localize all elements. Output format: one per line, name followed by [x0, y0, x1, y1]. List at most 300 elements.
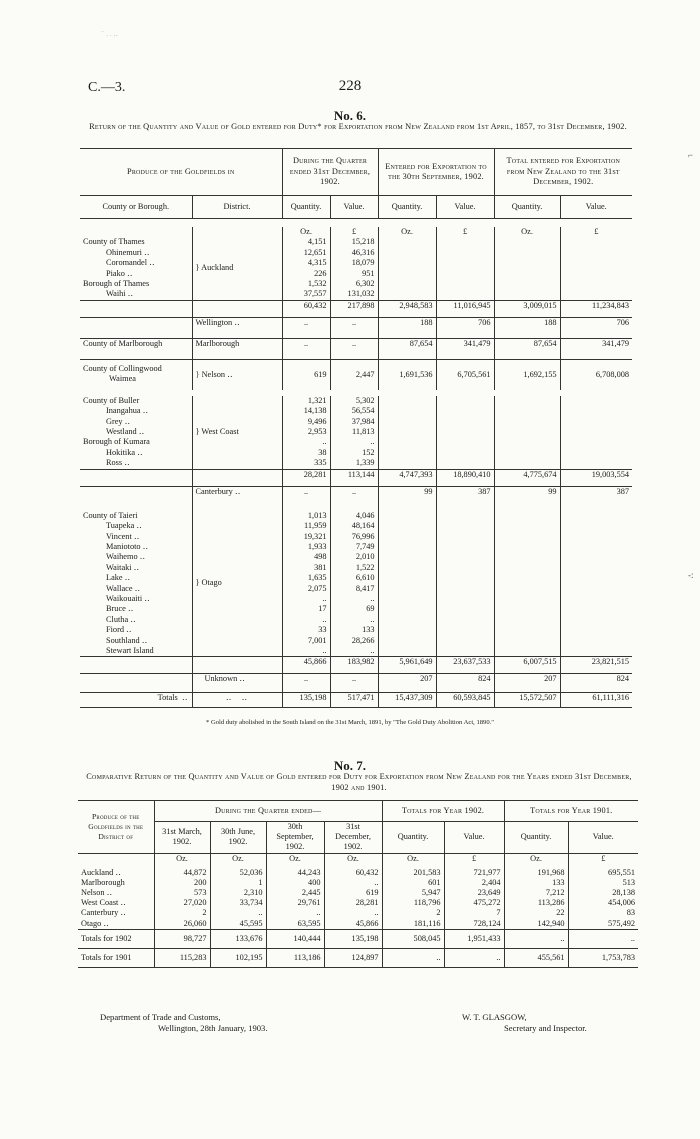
totals-label: Totals for 1902	[81, 933, 132, 943]
table7-title: Comparative Return of the Quantity and Value of Gold entered for Duty for Exportation from New Zealand for the Years ended 31st December, 1902 and 1901.	[86, 772, 632, 792]
table7-row	[78, 868, 638, 878]
quarter-quantity: 381	[282, 563, 330, 573]
entered-quantity: 87,654	[378, 338, 436, 359]
quarter-value: 11,813	[330, 427, 378, 437]
quarter-value: 46,316	[330, 248, 378, 258]
empty-cell	[378, 427, 436, 437]
district-name: } West Coast	[192, 396, 282, 469]
cell-value: 44,243	[266, 868, 324, 878]
empty-cell	[494, 237, 560, 247]
t7-head-value: Value.	[568, 822, 638, 854]
entered-value: 824	[436, 674, 494, 693]
empty-cell	[436, 448, 494, 458]
table7-number: No. 7.	[333, 758, 367, 773]
totals-quantity: 135,198	[282, 693, 330, 708]
t6-head-county: County or Borough.	[102, 201, 170, 211]
cell-value: 133	[504, 878, 568, 888]
total-quantity: 6,007,515	[494, 657, 560, 674]
empty-cell	[436, 417, 494, 427]
empty-cell	[494, 396, 560, 406]
quarter-quantity: 1,013	[282, 511, 330, 521]
entered-quantity: 188	[378, 317, 436, 338]
empty-cell	[378, 511, 436, 521]
quarter-quantity: 37,557	[282, 289, 330, 300]
quarter-quantity: 17	[282, 604, 330, 614]
empty-cell	[378, 552, 436, 562]
cell-value: 573	[154, 888, 210, 898]
quarter-value: 951	[330, 269, 378, 279]
t7-head-y1901: Totals for Year 1901.	[504, 801, 638, 822]
group-row	[80, 269, 632, 279]
quarter-value: 18,079	[330, 258, 378, 268]
table7-row	[78, 878, 638, 888]
quarter-quantity: 11,959	[282, 521, 330, 531]
quarter-value: 5,302	[330, 396, 378, 406]
cell-value: 28,281	[324, 898, 382, 908]
cell-value: 728,124	[444, 919, 504, 930]
table7-row	[78, 888, 638, 898]
table7-totals	[78, 929, 638, 967]
t7-head-quantity: Quantity.	[504, 822, 568, 854]
cell-value: ..	[504, 929, 568, 948]
empty-cell	[436, 636, 494, 646]
empty-cell	[560, 458, 632, 469]
empty-cell	[436, 396, 494, 406]
quarter-value: 15,218	[330, 237, 378, 247]
county-name: Waikouaiti ‥	[106, 593, 150, 603]
cell-value: 2	[382, 908, 444, 918]
unit-pound: £	[560, 227, 632, 237]
unit-oz: Oz.	[378, 227, 436, 237]
entered-value: 387	[436, 486, 494, 511]
quarter-value: 2,447	[330, 359, 378, 390]
empty-cell	[560, 552, 632, 562]
quarter-value: 76,996	[330, 532, 378, 542]
county-name: Waitaki ‥	[106, 562, 140, 572]
t6-head-total: Total entered for Exportation from New Zealand to the 31st December, 1902.	[494, 149, 632, 196]
county-name: Hokitika ‥	[106, 447, 143, 457]
empty-cell	[436, 289, 494, 300]
group-row	[80, 521, 632, 531]
empty-cell	[436, 573, 494, 583]
group-row	[80, 406, 632, 416]
cell-value: 2,310	[210, 888, 266, 898]
cell-value: 22	[504, 908, 568, 918]
empty-cell	[378, 625, 436, 635]
empty-cell	[494, 615, 560, 625]
empty-cell	[560, 594, 632, 604]
quarter-quantity: 9,496	[282, 417, 330, 427]
cell-value: 45,866	[324, 919, 382, 930]
quarter-quantity: 498	[282, 552, 330, 562]
empty-cell	[494, 279, 560, 289]
group-row	[80, 563, 632, 573]
county-name: Ohinemuri ‥	[106, 247, 150, 257]
total-value: 19,003,554	[560, 469, 632, 486]
quarter-value: 28,266	[330, 636, 378, 646]
empty-cell	[436, 458, 494, 469]
quarter-quantity: 1,635	[282, 573, 330, 583]
total-value: 341,479	[560, 338, 632, 359]
t7-head-q3: 30th September, 1902.	[266, 822, 324, 854]
empty-cell	[378, 573, 436, 583]
empty-cell	[560, 573, 632, 583]
subtotal-quantity: 45,866	[282, 657, 330, 674]
inspector-signature	[462, 1012, 587, 1034]
quarter-quantity: 335	[282, 458, 330, 469]
cell-value: 113,286	[504, 898, 568, 908]
quarter-quantity: ..	[282, 615, 330, 625]
t6-head-quantity: Quantity.	[494, 196, 560, 219]
quarter-value: ..	[330, 615, 378, 625]
t6-head-quantity: Quantity.	[378, 196, 436, 219]
empty-cell	[560, 237, 632, 247]
cell-value: 2,445	[266, 888, 324, 898]
group-row	[80, 552, 632, 562]
signatory-title: Secretary and Inspector.	[504, 1023, 587, 1033]
county-name: Fiord ‥	[106, 625, 132, 635]
group-row	[80, 604, 632, 614]
quarter-quantity: 1,933	[282, 542, 330, 552]
empty-cell	[436, 427, 494, 437]
empty-cell	[378, 636, 436, 646]
group-row	[80, 448, 632, 458]
margin-mark: -:	[688, 570, 694, 580]
quarter-quantity: 19,321	[282, 532, 330, 542]
county-name: County of Buller	[83, 395, 140, 405]
empty-cell	[560, 532, 632, 542]
county-name: Ross ‥	[106, 458, 130, 468]
unit-pound: £	[436, 227, 494, 237]
county-waimea: Waimea	[109, 374, 136, 384]
entered-quantity: 1,691,536	[378, 359, 436, 390]
cell-value: 508,045	[382, 929, 444, 948]
county-name: Borough of Thames	[83, 279, 150, 289]
t7-head-q2: 30th June, 1902.	[210, 822, 266, 854]
entered-value: 18,890,410	[436, 469, 494, 486]
empty-cell	[560, 615, 632, 625]
cell-value: 113,186	[266, 948, 324, 967]
otago-group	[80, 511, 632, 657]
entered-quantity: 5,961,649	[378, 657, 436, 674]
cell-value: 601	[382, 878, 444, 888]
cell-value: ..	[444, 948, 504, 967]
cell-value: 619	[324, 888, 382, 898]
totals-label: Totals ‥	[157, 693, 189, 703]
page-smudge: ˙˙ . . ‥	[100, 30, 119, 38]
empty-cell	[494, 573, 560, 583]
cell-value: 475,272	[444, 898, 504, 908]
quarter-value: 1,339	[330, 458, 378, 469]
entered-quantity: 99	[378, 486, 436, 511]
quarter-quantity: 4,151	[282, 237, 330, 247]
cell-value: 98,727	[154, 929, 210, 948]
empty-cell	[436, 594, 494, 604]
quarter-quantity: 226	[282, 269, 330, 279]
empty-cell	[436, 511, 494, 521]
cell-value: 575,492	[568, 919, 638, 930]
total-value: 387	[560, 486, 632, 511]
total-quantity: 188	[494, 317, 560, 338]
unit-label: Oz.	[266, 853, 324, 868]
subtotal-value: 113,144	[330, 469, 378, 486]
empty-cell	[494, 594, 560, 604]
district-name: Nelson ‥	[81, 888, 113, 898]
total-quantity: 207	[494, 674, 560, 693]
section-reference: C.—3.	[88, 80, 126, 95]
empty-cell	[560, 511, 632, 521]
table7-totals-row	[78, 929, 638, 948]
cell-value: 200	[154, 878, 210, 888]
department-signature	[100, 1012, 268, 1034]
quarter-value: 48,164	[330, 521, 378, 531]
cell-value: 29,761	[266, 898, 324, 908]
county-name: Piako ‥	[106, 268, 133, 278]
empty-cell	[378, 406, 436, 416]
cell-value: 7,212	[504, 888, 568, 898]
empty-cell	[560, 289, 632, 300]
auckland-group	[80, 237, 632, 300]
department: Department of Trade and Customs,	[100, 1012, 221, 1022]
cell-value: 83	[568, 908, 638, 918]
unit-oz: Oz.	[282, 227, 330, 237]
empty-cell	[494, 269, 560, 279]
district-nelson: } Nelson ‥	[192, 359, 282, 390]
cell-value: 45,595	[210, 919, 266, 930]
empty-cell	[378, 248, 436, 258]
t7-head-q4: 31st December, 1902.	[324, 822, 382, 854]
cell-value: 1	[210, 878, 266, 888]
empty-cell	[560, 427, 632, 437]
t6-head-value: Value.	[560, 196, 632, 219]
group-row	[80, 458, 632, 469]
cell-value: 124,897	[324, 948, 382, 967]
empty-cell	[378, 646, 436, 657]
cell-value: 513	[568, 878, 638, 888]
entered-value: 341,479	[436, 338, 494, 359]
group-row	[80, 511, 632, 521]
empty-cell	[436, 646, 494, 657]
quarter-value: ..	[330, 437, 378, 447]
total-quantity: 4,775,674	[494, 469, 560, 486]
total-quantity: 1,692,155	[494, 359, 560, 390]
table7	[78, 800, 638, 968]
group-row	[80, 625, 632, 635]
empty-cell	[436, 604, 494, 614]
quarter-value: 6,302	[330, 279, 378, 289]
total-quantity: 87,654	[494, 338, 560, 359]
group-row	[80, 417, 632, 427]
empty-cell	[494, 552, 560, 562]
empty-cell	[560, 248, 632, 258]
total-value: 706	[560, 317, 632, 338]
empty-cell	[378, 532, 436, 542]
cell-value: 52,036	[210, 868, 266, 878]
cell-value: 5,947	[382, 888, 444, 898]
unit-label: £	[568, 853, 638, 868]
empty-cell	[560, 563, 632, 573]
empty-cell	[560, 437, 632, 447]
westcoast-group	[80, 396, 632, 469]
district-name: } Otago	[192, 511, 282, 657]
empty-cell	[560, 604, 632, 614]
empty-cell	[378, 258, 436, 268]
county-name: Tuapeka ‥	[106, 521, 142, 531]
totals-entered-quantity: 15,437,309	[378, 693, 436, 708]
empty-cell	[436, 532, 494, 542]
district-marlborough: Marlborough	[192, 338, 282, 359]
quarter-value: ..	[330, 646, 378, 657]
quarter-value: 8,417	[330, 584, 378, 594]
district-name: Auckland ‥	[81, 867, 121, 877]
cell-value: ..	[568, 929, 638, 948]
t6-head-quantity: Quantity.	[282, 196, 330, 219]
county-name: Stewart Island	[106, 645, 154, 655]
total-quantity: 3,009,015	[494, 300, 560, 317]
totals-label: Totals for 1901	[81, 952, 132, 962]
empty-cell	[494, 604, 560, 614]
county-name: Grey ‥	[106, 416, 131, 426]
group-row	[80, 258, 632, 268]
t6-head-produce: Produce of the Goldfields in	[127, 166, 235, 176]
county-name: Westland ‥	[106, 427, 145, 437]
quarter-quantity: 14,138	[282, 406, 330, 416]
empty-cell	[560, 646, 632, 657]
empty-cell	[436, 521, 494, 531]
empty-cell	[436, 406, 494, 416]
county-name: Bruce ‥	[106, 604, 134, 614]
group-row	[80, 427, 632, 437]
quarter-quantity: 619	[282, 359, 330, 390]
cell-value: 1,951,433	[444, 929, 504, 948]
quarter-value: ..	[330, 594, 378, 604]
quarter-value: 2,010	[330, 552, 378, 562]
t7-head-value: Value.	[444, 822, 504, 854]
district-name: Canterbury ‥	[81, 908, 126, 918]
empty-cell	[436, 279, 494, 289]
empty-cell	[436, 584, 494, 594]
county-name: County of Thames	[83, 237, 145, 247]
cell-value: 1,753,783	[568, 948, 638, 967]
table6-number: No. 6.	[333, 108, 367, 123]
empty-cell	[560, 521, 632, 531]
empty-cell	[560, 542, 632, 552]
empty-cell	[378, 437, 436, 447]
empty-cell	[378, 396, 436, 406]
empty-cell	[436, 625, 494, 635]
empty-cell	[494, 448, 560, 458]
units-row	[78, 853, 638, 868]
cell-value: ..	[324, 878, 382, 888]
county-name: County of Taieri	[83, 510, 138, 520]
empty-cell	[436, 248, 494, 258]
empty-cell	[494, 625, 560, 635]
margin-mark: ⌐	[688, 150, 694, 160]
empty-cell	[560, 584, 632, 594]
county-name: Waihi ‥	[106, 289, 134, 299]
cell-value: 27,020	[154, 898, 210, 908]
t6-head-value: Value.	[330, 196, 378, 219]
empty-cell	[378, 289, 436, 300]
place-date: Wellington, 28th January, 1903.	[158, 1023, 268, 1033]
quarter-quantity: 2,953	[282, 427, 330, 437]
cell-value: 191,968	[504, 868, 568, 878]
empty-cell	[378, 458, 436, 469]
county-name: Inangahua ‥	[106, 406, 149, 416]
cell-value: 721,977	[444, 868, 504, 878]
entered-value: 706	[436, 317, 494, 338]
empty-cell	[436, 615, 494, 625]
subtotal-value: 183,982	[330, 657, 378, 674]
quarter-quantity: ..	[282, 437, 330, 447]
empty-cell	[560, 258, 632, 268]
quarter-value: 69	[330, 604, 378, 614]
county-name: Vincent ‥	[106, 531, 140, 541]
empty-cell	[494, 417, 560, 427]
quarter-quantity: 12,651	[282, 248, 330, 258]
unit-label: Oz.	[382, 853, 444, 868]
cell-value: 28,138	[568, 888, 638, 898]
empty-cell	[378, 604, 436, 614]
cell-value: 63,595	[266, 919, 324, 930]
quarter-quantity: 7,001	[282, 636, 330, 646]
district-unknown: Unknown ‥	[192, 674, 282, 693]
empty-cell	[560, 625, 632, 635]
group-row	[80, 594, 632, 604]
group-row	[80, 584, 632, 594]
quarter-quantity: 33	[282, 625, 330, 635]
empty-cell	[494, 289, 560, 300]
quarter-value: 152	[330, 448, 378, 458]
total-value: 23,821,515	[560, 657, 632, 674]
county-name: Coromandel ‥	[106, 258, 155, 268]
empty-cell	[378, 521, 436, 531]
empty-cell	[436, 269, 494, 279]
quarter-value: 4,046	[330, 511, 378, 521]
district-wellington: Wellington ‥	[192, 317, 282, 338]
t6-head-quarter: During the Quarter ended 31st December, 1902.	[282, 149, 378, 196]
county-nelson	[80, 359, 192, 390]
district-canterbury: Canterbury ‥	[192, 486, 282, 511]
empty-cell	[560, 269, 632, 279]
cell-value: 181,116	[382, 919, 444, 930]
page-number: 228	[338, 78, 362, 94]
cell-value: 142,940	[504, 919, 568, 930]
empty-cell	[494, 458, 560, 469]
empty-cell	[436, 437, 494, 447]
empty-cell	[494, 511, 560, 521]
unit-label: Oz.	[210, 853, 266, 868]
subtotal-quantity: 28,281	[282, 469, 330, 486]
quarter-quantity: 2,075	[282, 584, 330, 594]
empty-cell	[378, 594, 436, 604]
quarter-quantity: 1,321	[282, 396, 330, 406]
empty-cell	[494, 532, 560, 542]
quarter-quantity: ..	[282, 646, 330, 657]
t7-head-quarter: During the Quarter ended—	[154, 801, 382, 822]
empty-cell	[378, 448, 436, 458]
t7-head-y1902: Totals for Year 1902.	[382, 801, 504, 822]
quarter-value: 37,984	[330, 417, 378, 427]
cell-value: ..	[324, 908, 382, 918]
quarter-value: 1,522	[330, 563, 378, 573]
group-row	[80, 542, 632, 552]
empty-cell	[378, 237, 436, 247]
cell-value: ..	[266, 908, 324, 918]
empty-cell	[560, 448, 632, 458]
empty-cell	[494, 406, 560, 416]
empty-cell	[436, 563, 494, 573]
